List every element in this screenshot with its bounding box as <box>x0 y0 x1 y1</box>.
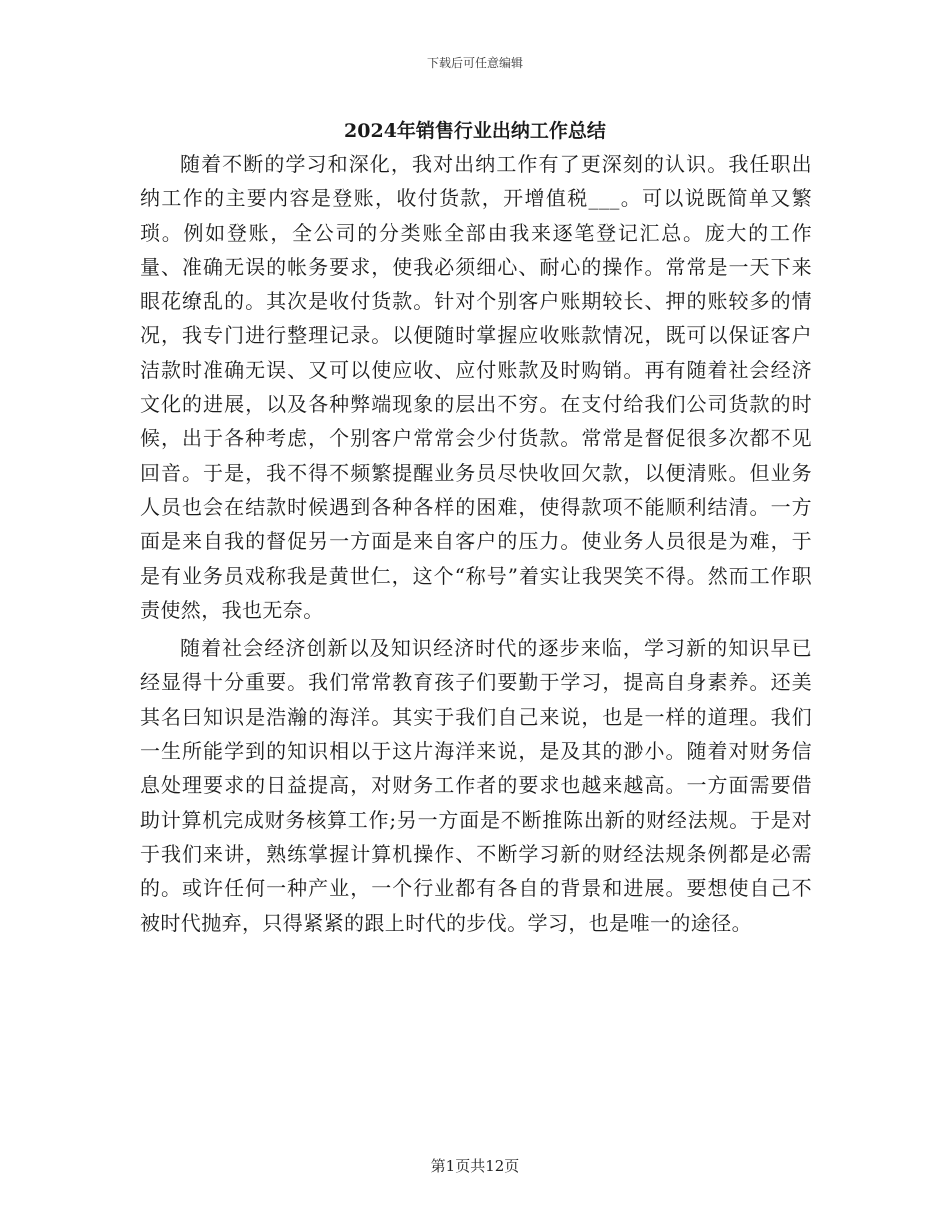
header-note: 下载后可任意编辑 <box>426 56 523 70</box>
page-number-footer: 第1页共12页 <box>430 1157 520 1175</box>
page-title: 2024年销售行业出纳工作总结 <box>344 120 606 142</box>
document-body <box>140 147 812 944</box>
paragraph-1: 随着不断的学习和深化，我对出纳工作有了更深刻的认识。我任职出纳工作的主要内容是登账，收付货款，开增值税___。可以说既简单又繁琐。例如登账，全公司的分类账全部由我来逐笔登记汇总。庞大的工作量、准确无误的帐务要求，使我必须细心、耐心的操作。常常是一天下来眼花缭乱的。其次是收付货款。针对个别客户账期较长、押的账较多的情况，我专门进行整理记录。以便随时掌握应收账款情况，既可以保证客户洁款时准确无误、又可以使应收、应付账款及时购销。再有随着社会经济文化的进展，以及各种弊端现象的层出不穷。在支付给我们公司货款的时候，出于各种考虑，个别客户常常会少付货款。常常是督促很多次都不见回音。于是，我不得不频繁提醒业务员尽快收回欠款，以便清账。但业务人员也会在结款时候遇到各种各样的困难，使得款项不能顺利结清。一方面是来自我的督促另一方面是来自客户的压力。使业务人员很是为难，于是有业务员戏称我是黄世仁，这个“称号”着实让我哭笑不得。然而工作职责使然，我也无奈。 <box>140 152 812 622</box>
paragraph-2: 随着社会经济创新以及知识经济时代的逐步来临，学习新的知识早已经显得十分重要。我们常常教育孩子们要勤于学习，提高自身素养。还美其名曰知识是浩瀚的海洋。其实于我们自己来说，也是一样的道理。我们一生所能学到的知识相以于这片海洋来说，是及其的渺小。随着对财务信息处理要求的日益提高，对财务工作者的要求也越来越高。一方面需要借助计算机完成财务核算工作;另一方面是不断推陈出新的财经法规。于是对于我们来讲，熟练掌握计算机操作、不断学习新的财经法规条例都是必需的。或许任何一种产业，一个行业都有各自的背景和进展。要想使自己不被时代抛弃，只得紧紧的跟上时代的步伐。学习，也是唯一的途径。 <box>140 636 812 935</box>
